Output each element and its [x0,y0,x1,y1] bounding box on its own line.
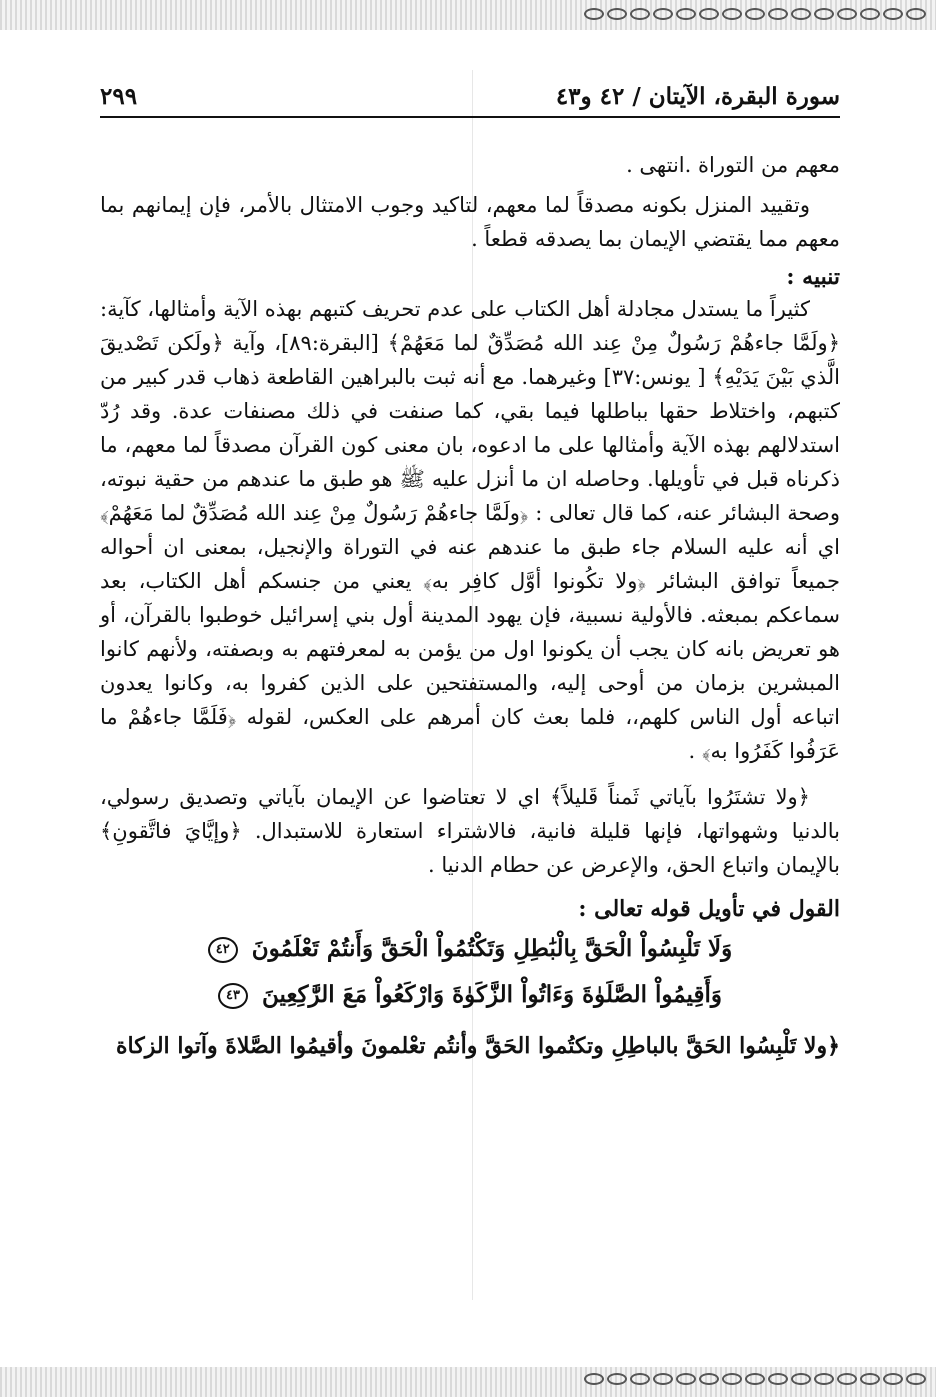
quran-verses [100,926,840,1018]
verse-line [100,972,840,1018]
chain-ornament-bottom [584,1373,926,1389]
verse-number-badge: ٤٢ [208,937,238,963]
chain-ornament-top [584,8,926,24]
note-heading: تنبيه : [786,264,840,290]
book-page [100,72,840,1272]
page-number: ٢٩٩ [100,83,138,110]
header-title: سورة البقرة، الآيتان / ٤٢ و٤٣ [555,83,840,110]
verse-text: وَلَا تَلْبِسُواْ الْحَقَّ بِالْبَٰطِلِ وَتَكْتُمُواْ الْحَقَّ وَأَنتُمْ تَعْلَمُونَ [251,935,733,962]
paragraph-1: معهم من التوراة .انتهى . [626,153,840,177]
verse-line [100,926,840,972]
final-ayah-line: ﴿ولا تَلْبِسُوا الحَقَّ بالباطِلِ وتكتُموا الحَقَّ وأنتُم تعْلمونَ وأقيمُوا الصَّلاةَ وآتوا الزكاة [116,1033,840,1059]
running-header [100,72,840,118]
verse-text: وَأَقِيمُواْ الصَّلَوٰةَ وَءَاتُواْ الزَّكَوٰةَ وَارْكَعُواْ مَعَ الرَّٰكِعِينَ [262,981,722,1008]
note-paragraph-1: كثيراً ما يستدل مجادلة أهل الكتاب على عدم تحريف كتبهم بهذه الآية وأمثالها، كآية: ﴿ولَمَّا جاءهُمْ رَسُولٌ مِنْ عِند الله مُصَدِّقٌ لما مَعَهُمْ﴾ [البقرة:٨٩]، وآية ﴿ولَكن تَصْديقَ الَّذي بَيْنَ يَدَيْهِ﴾ [ يونس:٣٧] وغيرهما. مع أنه ثبت بالبراهين القاطعة ذهاب قدر كبير من كتبهم، واختلاط حقها بباطلها فيما بقي، كما صنفت في ذلك مصنفات عدة. وقد رُدّ استدلالهم بهذه الآية وأمثالها على ما ادعوه، بان معنى كون القرآن مصدقاً لما معهم، ما ذكرناه قبل في تأويلها. وحاصله ان ما أنزل عليه ﷺ هو طبق ما عندهم من حقية نبوته، وصحة البشائر عنه، كما قال تعالى : ﴿ولَمَّا جاءهُمْ رَسُولٌ مِنْ عِند الله مُصَدِّقٌ لما مَعَهُمْ﴾ اي أنه عليه السلام جاء طبق ما عندهم عنه في التوراة والإنجيل، بمعنى ان أحواله جميعاً توافق البشائر ﴿ولا تكُونوا أوَّل كافِر به﴾ يعني من جنسكم أهل الكتاب، بعد سماعكم بمبعثه. فالأولية نسبية، فإن يهود المدينة أول بني إسرائيل خوطبوا بالقرآن، أو هو تعريض بانه كان يجب أن يكونوا اول من يؤمن به لمعرفتهم به وبصفته، ولأنهم كانوا المبشرين بزمان من أوحى إليه، والمستفتحين على الذين كفروا به، وكانوا يعدون اتباعه أول الناس كلهم،، فلما بعث كان أمرهم على العكس، لقوله ﴿فَلَمَّا جاءهُمْ ما عَرَفُوا كَفَرُوا به﴾ . [100,297,841,763]
note-paragraph-2: ﴿ولا تشتَرُوا بآياتي ثَمناً قَليلاً﴾ اي لا تعتاضوا عن الإيمان بآياتي وتصديق رسولي، بالدنيا وشهواتها، فإنها قليلة فانية، فالاشتراء استعارة للاستبدال. ﴿وإيَّايَ فاتَّقونِ﴾ بالإيمان واتباع الحق، والإعرض عن حطام الدنيا . [100,785,841,877]
verse-number-badge: ٤٣ [218,983,248,1009]
section-heading: القول في تأويل قوله تعالى : [578,896,840,922]
paragraph-2: وتقييد المنزل بكونه مصدقاً لما معهم، لتاكيد وجوب الامتثال بالأمر، فإن إيمانهم بما معهم مما يقتضي الإيمان بما يصدقه قطعاً . [100,193,840,251]
